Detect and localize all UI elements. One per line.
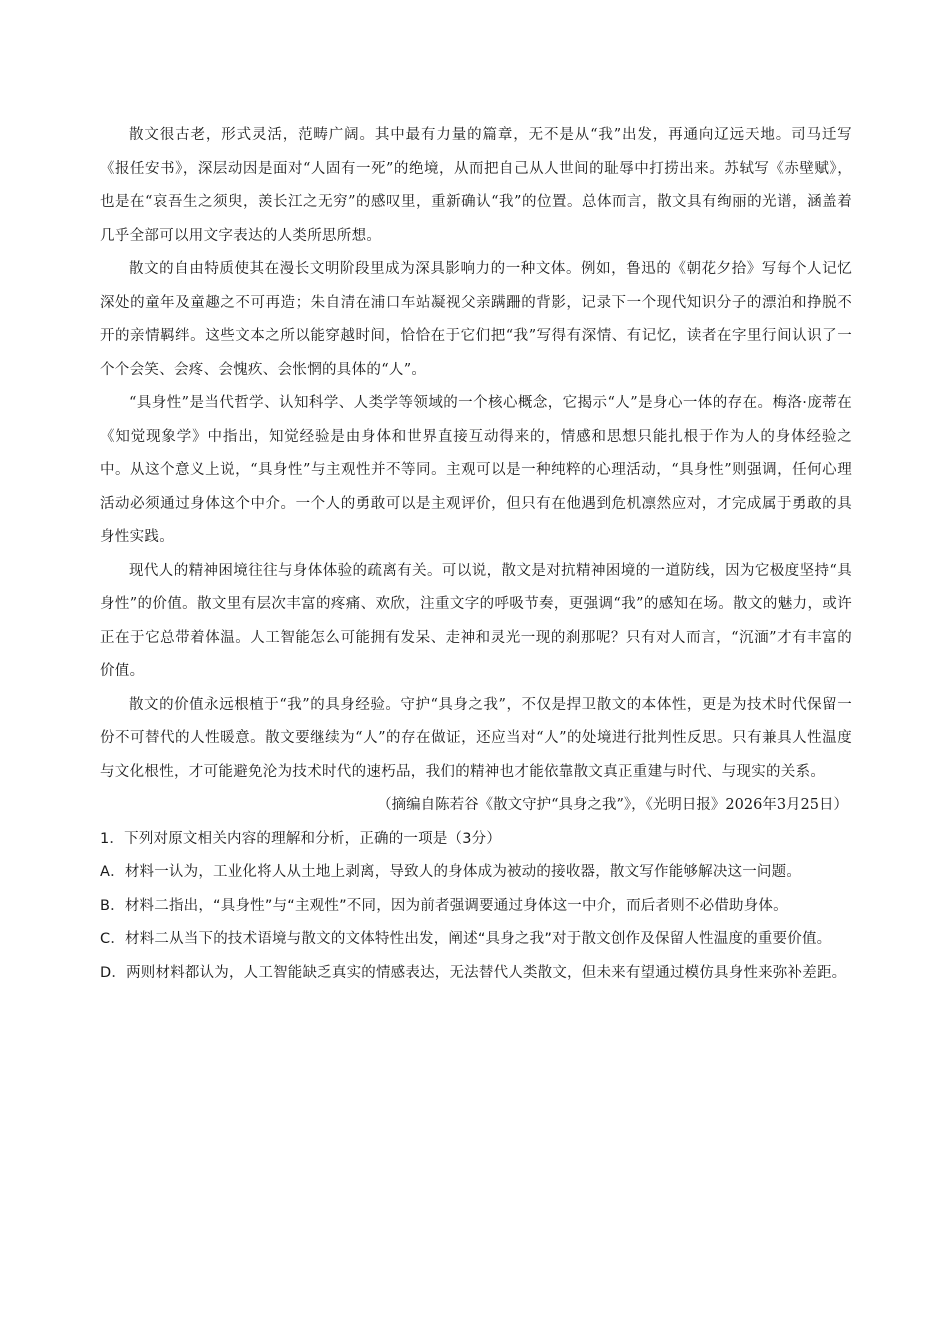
option-b: B．材料二指出，“具身性”与“主观性”不同，因为前者强调要通过身体这一中介，而后者则不必借助身体。 [100, 897, 788, 914]
option-a: A．材料一认为，工业化将人从土地上剥离，导致人的身体成为被动的接收器，散文写作能够解决这一问题。 [100, 864, 802, 880]
page-content [100, 119, 852, 990]
option-d: D．两则材料都认为，人工智能缺乏真实的情感表达，无法替代人类散文，但未来有望通过模仿具身性来弥补差距。 [100, 964, 847, 981]
option-c: C．材料二从当下的技术语境与散文的文体特性出发，阐述“具身之我”对于散文创作及保留人性温度的重要价值。 [100, 931, 832, 947]
passage-paragraph-5: 散文的价值永远根植于“我”的具身经验。守护“具身之我”，不仅是捍卫散文的本体性，更是为技术时代保留一份不可替代的人性暖意。散文要继续为“人”的存在做证，还应当对“人”的处境进行批判性反思。只有兼具人性温度与文化根性，才可能避免沦为技术时代的速朽品，我们的精神也才能依靠散文真正重建与时代、与现实的关系。 [100, 696, 852, 780]
passage-source: （摘编自陈若谷《散文守护“具身之我”》，《光明日报》2026年3月25日） [377, 797, 848, 813]
passage-paragraph-2: 散文的自由特质使其在漫长文明阶段里成为深具影响力的一种文体。例如，鲁迅的《朝花夕拾》写每个人记忆深处的童年及童趣之不可再造；朱自清在浦口车站凝视父亲蹒跚的背影，记录下一个现代知识分子的漂泊和挣脱不开的亲情羁绊。这些文本之所以能穿越时间，恰恰在于它们把“我”写得有深情、有记忆，读者在字里行间认识了一个个会笑、会疼、会愧疚、会怅惘的具体的“人”。 [100, 261, 852, 378]
question-stem: 1．下列对原文相关内容的理解和分析，正确的一项是（3分） [100, 830, 502, 847]
passage-paragraph-4: 现代人的精神困境往往与身体体验的疏离有关。可以说，散文是对抗精神困境的一道防线，因为它极度坚持“具身性”的价值。散文里有层次丰富的疼痛、欢欣，注重文字的呼吸节奏，更强调“我”的感知在场。散文的魅力，或许正在于它总带着体温。人工智能怎么可能拥有发呆、走神和灵光一现的刹那呢？只有对人而言，“沉湎”才有丰富的价值。 [100, 562, 852, 679]
passage-paragraph-1: 散文很古老，形式灵活，范畴广阔。其中最有力量的篇章，无不是从“我”出发，再通向辽远天地。司马迁写《报任安书》，深层动因是面对“人固有一死”的绝境，从而把自己从人世间的耻辱中打捞出来。苏轼写《赤壁赋》，也是在“哀吾生之须臾，羡长江之无穷”的感叹里，重新确认“我”的位置。总体而言，散文具有绚丽的光谱，涵盖着几乎全部可以用文字表达的人类所思所想。 [100, 127, 852, 244]
passage-paragraph-3: “具身性”是当代哲学、认知科学、人类学等领域的一个核心概念，它揭示“人”是身心一体的存在。梅洛·庞蒂在《知觉现象学》中指出，知觉经验是由身体和世界直接互动得来的，情感和思想只能扎根于作为人的身体经验之中。从这个意义上说，“具身性”与主观性并不等同。主观可以是一种纯粹的心理活动，“具身性”则强调，任何心理活动必须通过身体这个中介。一个人的勇敢可以是主观评价，但只有在他遇到危机凛然应对，才完成属于勇敢的具身性实践。 [100, 395, 852, 545]
